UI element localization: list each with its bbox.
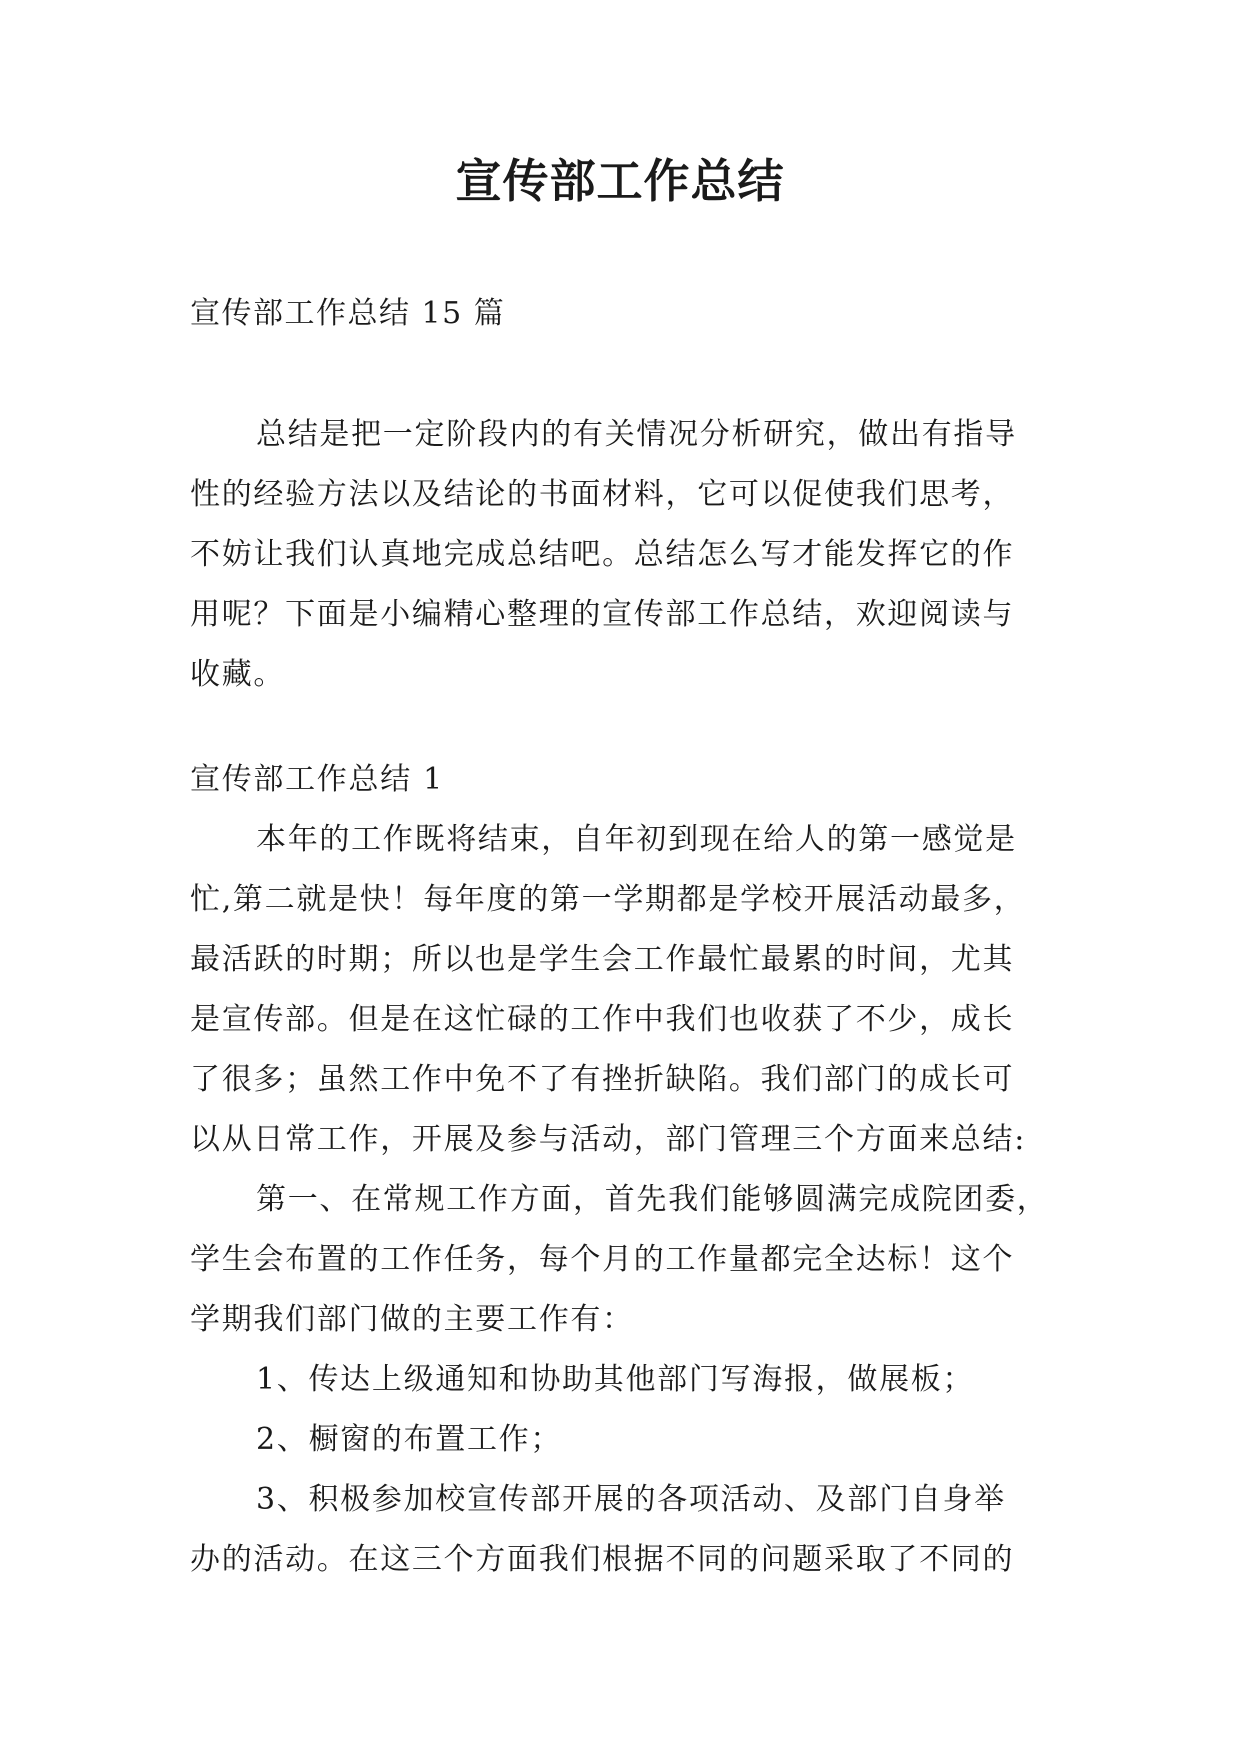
list-item: 1、传达上级通知和协助其他部门写海报，做展板； (256, 1362, 975, 1397)
list-item: 2、橱窗的布置工作； (256, 1422, 563, 1457)
paragraph-line: 是宣传部。但是在这忙碌的工作中我们也收获了不少，成长 (190, 1002, 1015, 1037)
intro-paragraph (190, 405, 1070, 705)
paragraph-line: 用呢？下面是小编精心整理的宣传部工作总结，欢迎阅读与 (190, 597, 1015, 632)
paragraph-line: 性的经验方法以及结论的书面材料，它可以促使我们思考， (190, 477, 1015, 512)
paragraph-line: 以从日常工作，开展及参与活动，部门管理三个方面来总结: (190, 1122, 1027, 1157)
list-item: 3、积极参加校宣传部开展的各项活动、及部门自身举 (256, 1482, 1006, 1517)
paragraph-line: 不妨让我们认真地完成总结吧。总结怎么写才能发挥它的作 (190, 537, 1015, 572)
paragraph-line: 最活跃的时期；所以也是学生会工作最忙最累的时间，尤其 (190, 942, 1015, 977)
paragraph-line: 学期我们部门做的主要工作有： (190, 1302, 634, 1337)
paragraph-line: 收藏。 (190, 657, 286, 692)
paragraph-line: 第一、在常规工作方面，首先我们能够圆满完成院团委， (256, 1182, 1049, 1217)
section-1 (190, 750, 1070, 1590)
paragraph-line: 学生会布置的工作任务，每个月的工作量都完全达标！这个 (190, 1242, 1015, 1277)
paragraph-line: 本年的工作既将结束，自年初到现在给人的第一感觉是 (256, 822, 1017, 857)
paragraph-line: 总结是把一定阶段内的有关情况分析研究，做出有指导 (256, 417, 1017, 452)
paragraph-line: 办的活动。在这三个方面我们根据不同的问题采取了不同的 (190, 1542, 1015, 1577)
paragraph-line: 了很多；虽然工作中免不了有挫折缺陷。我们部门的成长可 (190, 1062, 1015, 1097)
document-subtitle: 宣传部工作总结 15 篇 (190, 296, 506, 331)
paragraph-line: 忙,第二就是快！每年度的第一学期都是学校开展活动最多， (190, 882, 1026, 917)
section-heading: 宣传部工作总结 1 (190, 762, 444, 797)
document-title: 宣传部工作总结 (455, 154, 785, 208)
